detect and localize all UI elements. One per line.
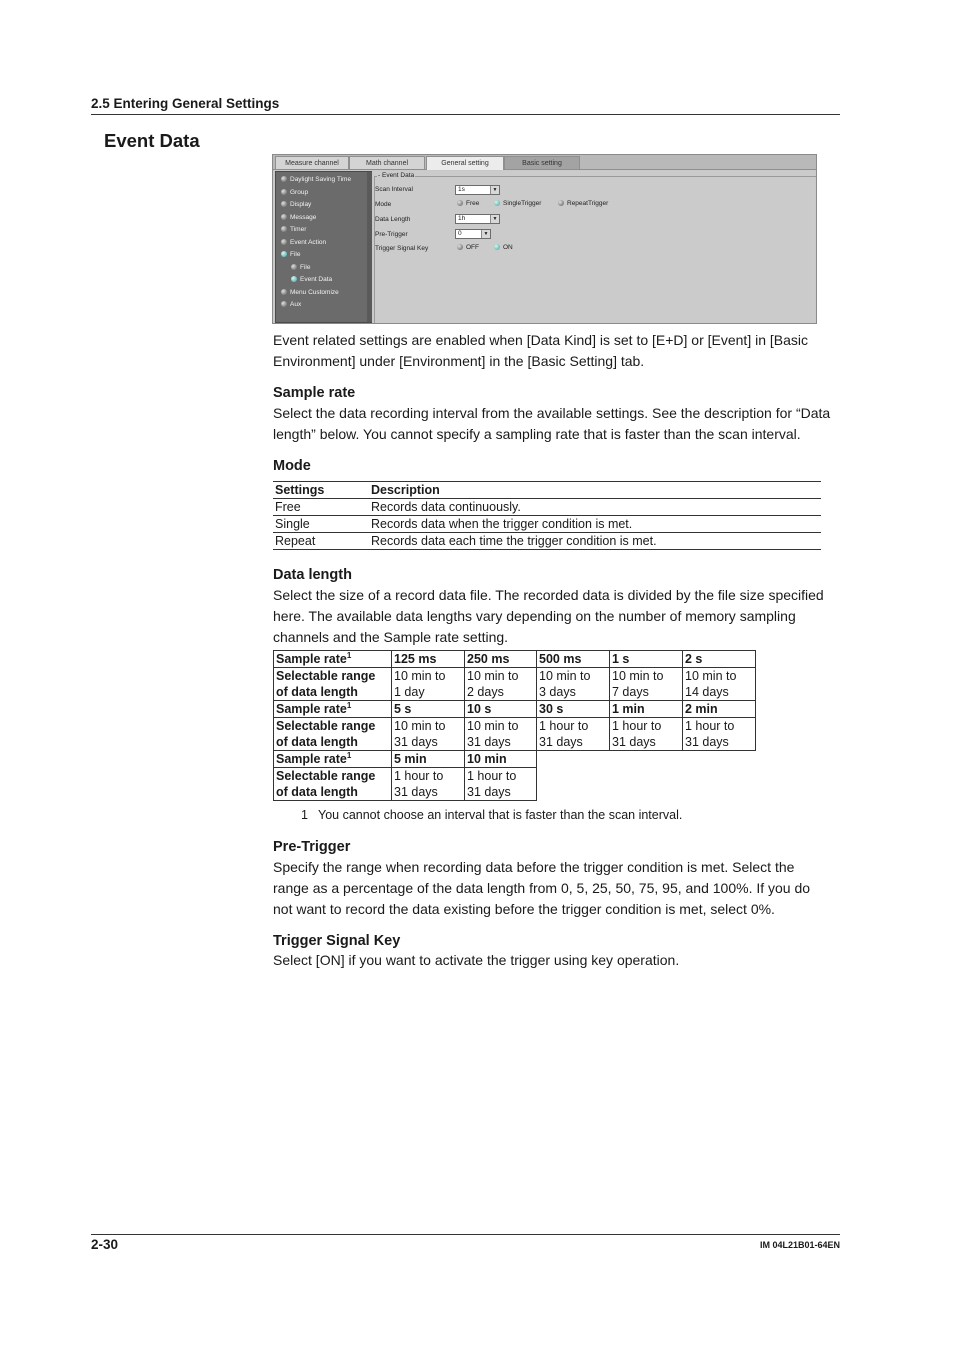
rate-row [274,701,756,718]
tree-item-event-action[interactable]: Event Action [281,238,326,248]
data-length-select[interactable]: 1h ▼ [455,214,500,224]
rate-label-cell: Sample rate$^1$ [274,651,392,668]
pre-trigger-paragraph: Specify the range when recording data before the trigger condition is met. Select the range as a percentage of the data length from 0, 5, 25, 50, 75, 95, and 100%. If you do not want to record the data existing before the trigger condition is met, select 0%. [273,859,811,917]
header-rule [91,114,840,115]
node-selected-icon [291,276,297,282]
range-cell: 10 min to 14 days [683,668,756,701]
data-length-paragraph: Select the size of a record data file. The recorded data is divided by the file size specified here. The available data lengths vary depending on the number of memory sampling channels and the Sample rate setting. [273,587,824,645]
pre-trigger-label: Pre-Trigger [375,231,408,238]
trigger-signal-key-label: Trigger Signal Key [375,245,429,252]
range-label-cell: Selectable range of data length [274,768,392,801]
rate-row [274,651,756,668]
table-row [273,499,821,516]
empty-cell [683,751,756,768]
range-cell: 10 min to 1 day [392,668,465,701]
mode-radio-single-trigger[interactable]: SingleTrigger [494,199,541,209]
tree-item-message[interactable]: Message [281,213,316,223]
mode-radio-free[interactable]: Free [457,199,479,209]
tab-basic-setting[interactable]: Basic setting [504,156,580,169]
group-label: - Event Data [378,172,415,179]
node-bullet-icon [281,201,287,207]
range-cell: 10 min to 31 days [465,718,537,751]
rate-cell: 5 s [392,701,465,718]
rate-cell: 30 s [537,701,610,718]
rate-label-cell: Sample rate$^1$ [274,701,392,718]
tree-scrollbar[interactable] [367,172,372,322]
range-cell: 10 min to 7 days [610,668,683,701]
node-bullet-icon [291,264,297,270]
table-row [273,533,821,550]
pre-trigger-select[interactable]: 0 ▼ [455,229,491,239]
rate-cell: 2 min [683,701,756,718]
tab-general-setting[interactable]: General setting [426,156,504,170]
intro-paragraph: Event related settings are enabled when [Data Kind] is set to [E+D] or [Event] in [Basic Environment] under [Environment] in the [Basic Setting] tab. [273,332,809,369]
chevron-down-icon: ▼ [490,215,499,223]
rate-cell: 10 s [465,701,537,718]
tree-item-timer[interactable]: Timer [281,225,306,235]
table-row [273,516,821,533]
data-length-heading: Data length [273,567,352,583]
range-cell: 1 hour to 31 days [683,718,756,751]
tree-item-group[interactable]: Group [281,188,308,198]
tab-bar [273,155,816,170]
setting-cell: Repeat [273,533,369,550]
mode-radio-repeat-trigger[interactable]: RepeatTrigger [558,199,608,209]
empty-cell [610,768,683,801]
radio-icon [457,200,463,206]
chevron-down-icon: ▼ [481,230,490,238]
rate-label-cell: Sample rate$^1$ [274,751,392,768]
data-length-label: Data Length [375,216,411,223]
footnote-text: You cannot choose an interval that is faster than the scan interval. [318,808,683,822]
event-data-panel [373,171,815,323]
range-cell: 1 hour to 31 days [465,768,537,801]
description-cell: Records data continuously. [369,499,821,516]
node-bullet-icon [281,214,287,220]
node-bullet-icon [281,226,287,232]
trigger-signal-key-heading: Trigger Signal Key [273,933,401,949]
tree-item-menu-customize[interactable]: Menu Customize [281,288,339,298]
empty-cell [537,751,610,768]
page-number: 2-30 [91,1237,119,1252]
col-settings: Settings [273,482,369,499]
trigger-signal-key-paragraph: Select [ON] if you want to activate the trigger using key operation. [273,952,680,968]
range-cell: 1 hour to 31 days [537,718,610,751]
footer-rule [91,1234,840,1235]
rate-cell: 500 ms [537,651,610,668]
rate-cell: 2 s [683,651,756,668]
rate-cell: 10 min [465,751,537,768]
range-cell: 10 min to 31 days [392,718,465,751]
sample-rate-paragraph: Select the data recording interval from the available settings. See the description for “Data length” below. You cannot specify a sampling rate that is faster than the scan interval. [273,405,831,442]
trigger-key-radio-off[interactable]: OFF [457,243,479,253]
section-header: 2.5 Entering General Settings [91,96,280,111]
range-cell: 1 hour to 31 days [610,718,683,751]
settings-screenshot [272,154,817,324]
range-cell: 10 min to 2 days [465,668,537,701]
mode-heading: Mode [273,458,311,474]
node-bullet-icon [281,239,287,245]
tree-item-file[interactable]: File [281,250,300,260]
range-cell: 1 hour to 31 days [392,768,465,801]
chevron-down-icon: ▼ [490,186,499,194]
rate-cell: 1 min [610,701,683,718]
rate-cell: 250 ms [465,651,537,668]
range-row [274,768,756,801]
radio-icon [457,244,463,250]
mode-table [273,481,821,550]
node-bullet-icon [281,301,287,307]
rate-cell: 5 min [392,751,465,768]
tree-item-display[interactable]: Display [281,200,311,210]
tree-item-daylight-saving[interactable]: Daylight Saving Time [281,175,351,185]
description-cell: Records data when the trigger condition is met. [369,516,821,533]
range-row [274,668,756,701]
settings-tree [275,171,372,323]
sample-rate-heading: Sample rate [273,385,356,401]
sample-rate-table [273,650,756,801]
empty-cell [683,768,756,801]
setting-cell: Single [273,516,369,533]
trigger-key-radio-on[interactable]: ON [494,243,513,253]
radio-selected-icon [494,200,500,206]
page-title: Event Data [104,130,200,151]
range-label-cell: Selectable range of data length [274,718,392,751]
tab-math-channel[interactable]: Math channel [349,156,425,169]
mode-label: Mode [375,201,392,208]
tree-item-event-data[interactable]: Event Data [291,275,332,285]
tree-item-aux[interactable]: Aux [281,300,301,310]
setting-cell: Free [273,499,369,516]
range-cell: 10 min to 3 days [537,668,610,701]
node-bullet-icon [281,289,287,295]
rate-row [274,751,756,768]
node-expanded-icon [281,251,287,257]
range-row [274,718,756,751]
pre-trigger-heading: Pre-Trigger [273,839,351,855]
scan-interval-select[interactable]: 1s ▼ [455,185,500,195]
scan-interval-label: Scan Interval [375,186,413,193]
empty-cell [610,751,683,768]
document-id: IM 04L21B01-64EN [759,1240,840,1250]
tab-measure-channel[interactable]: Measure channel [275,156,349,169]
empty-cell [537,768,610,801]
rate-cell: 125 ms [392,651,465,668]
description-cell: Records data each time the trigger condition is met. [369,533,821,550]
range-label-cell: Selectable range of data length [274,668,392,701]
rate-cell: 1 s [610,651,683,668]
footnote-number: 1 [301,808,308,822]
node-bullet-icon [281,176,287,182]
radio-icon [558,200,564,206]
col-description: Description [369,482,821,499]
tree-item-file-sub[interactable]: File [291,263,310,273]
radio-selected-icon [494,244,500,250]
node-bullet-icon [281,189,287,195]
table-header-row [273,482,821,499]
